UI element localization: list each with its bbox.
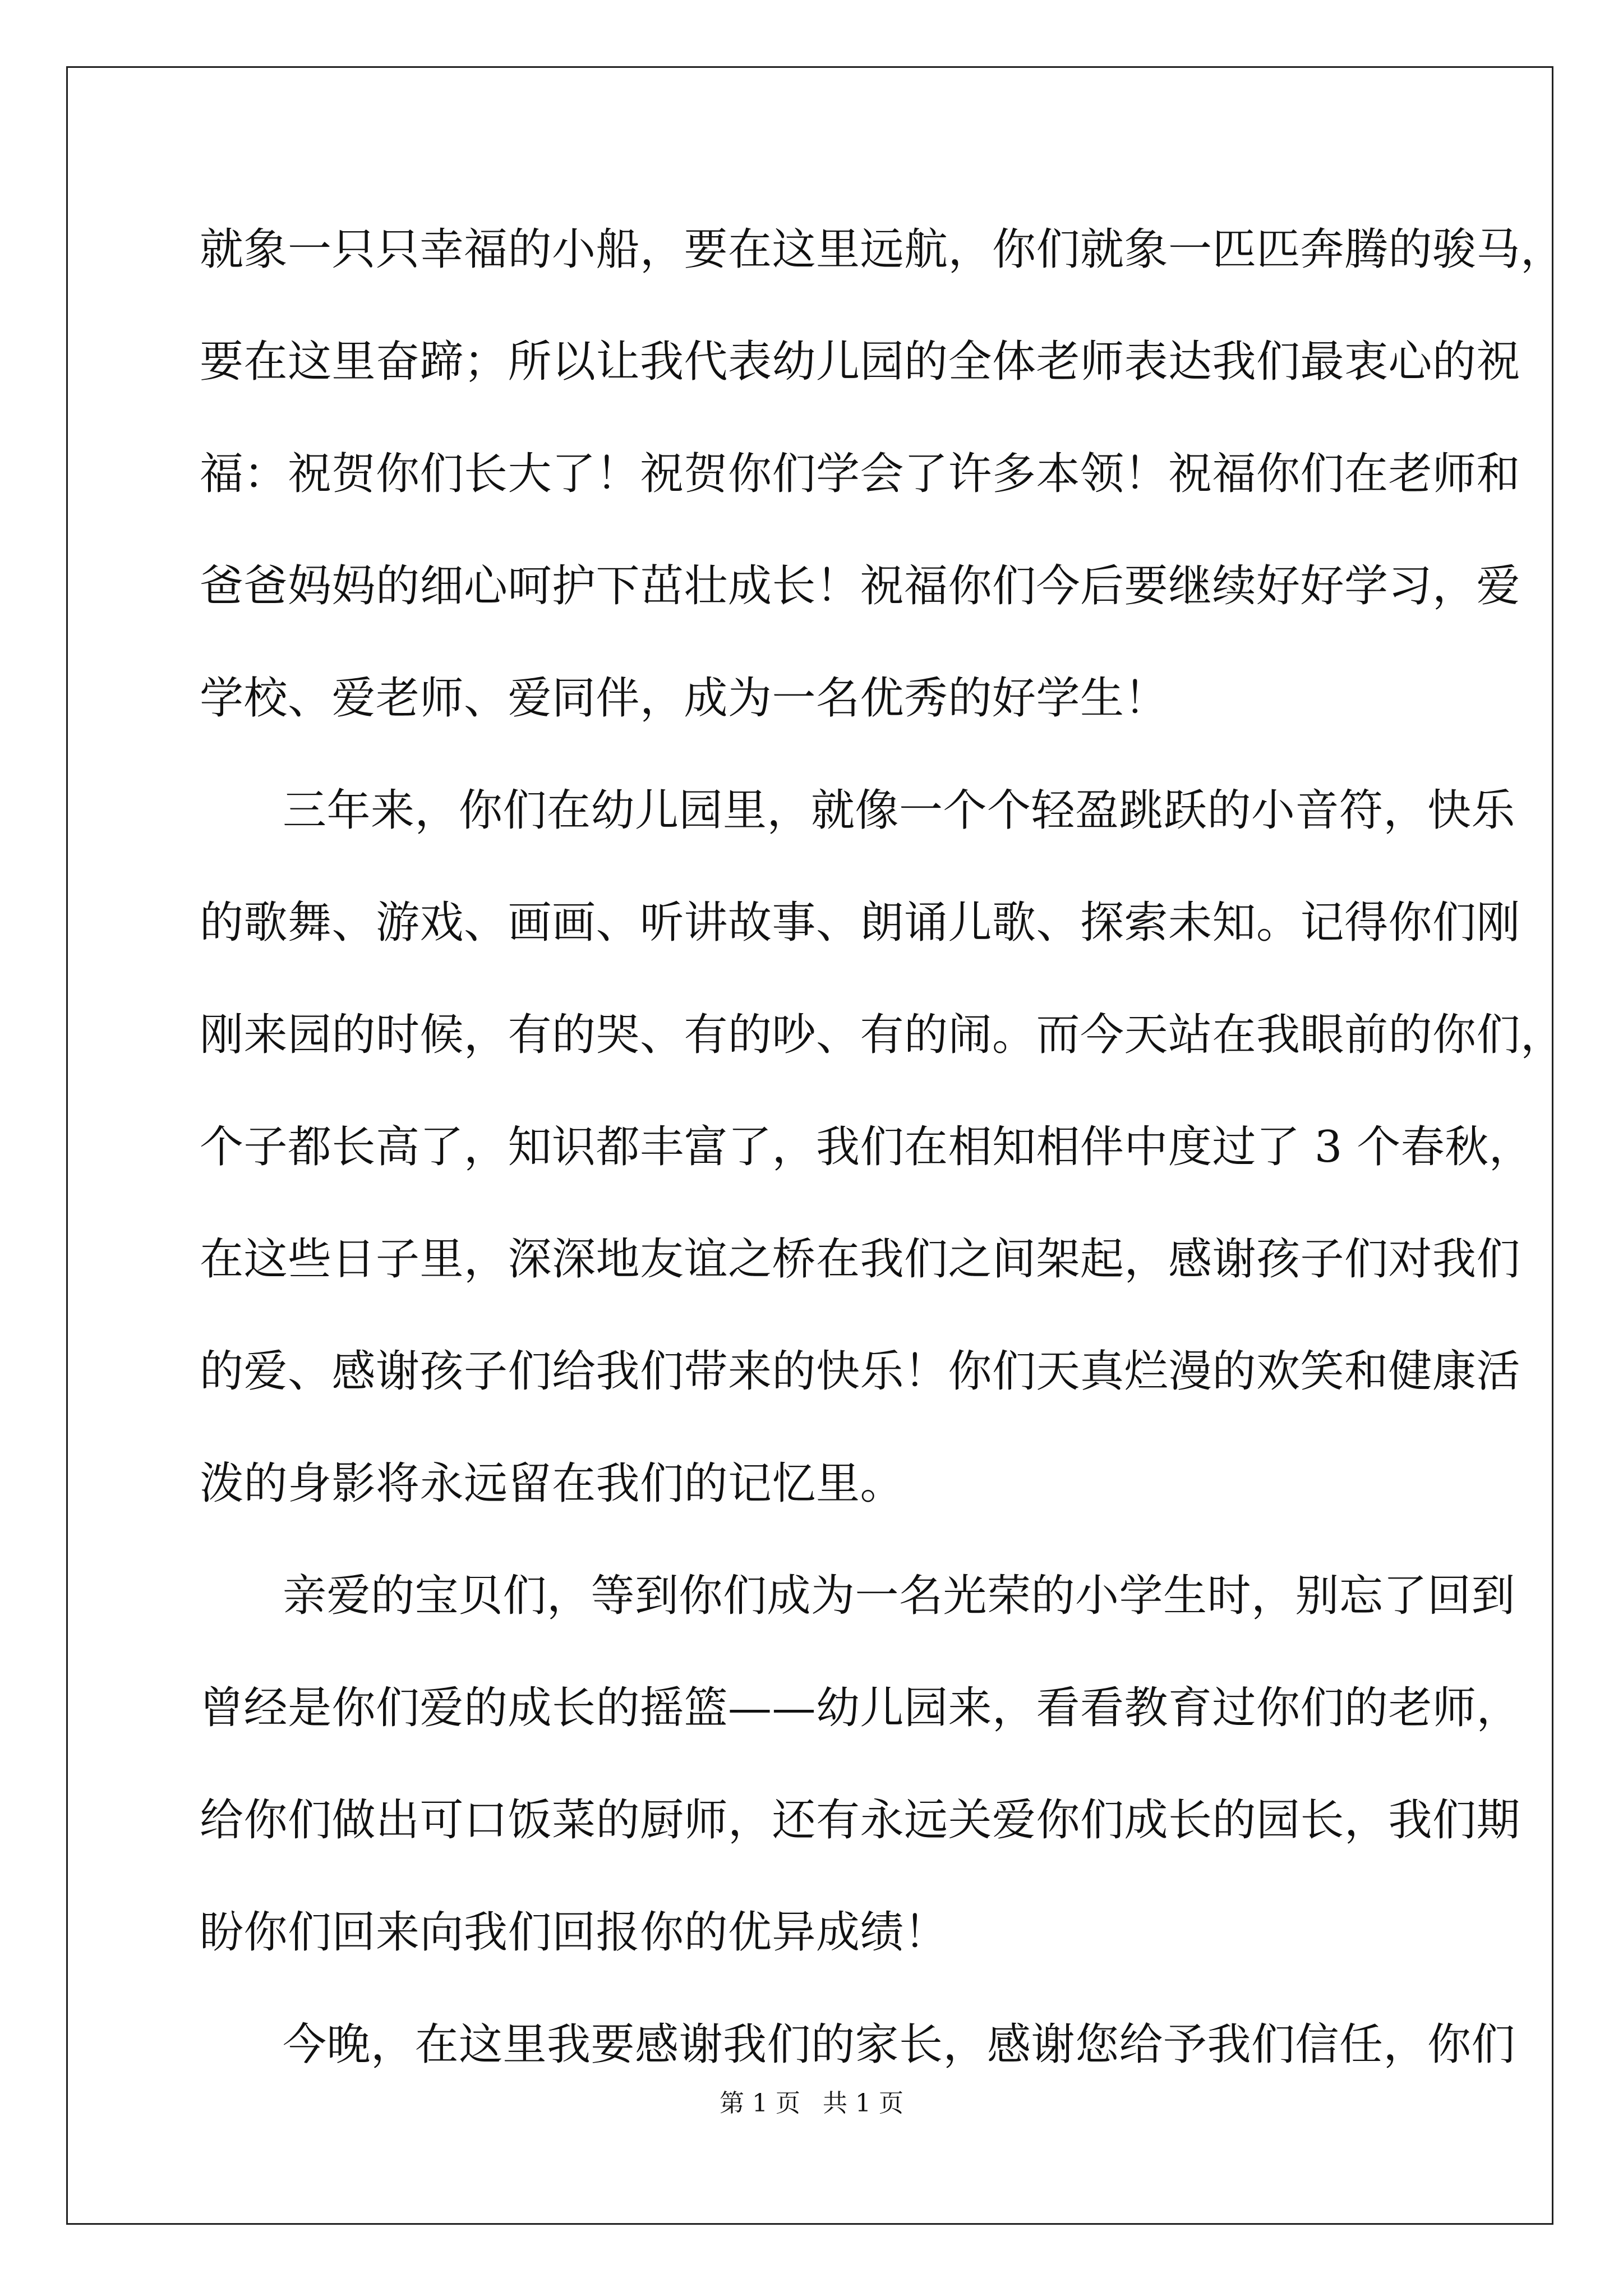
document-body [200, 194, 1565, 2101]
text-line: 在这些日子里，深深地友谊之桥在我们之间架起，感谢孩子们对我们 [200, 1234, 1521, 1285]
text-line: 爸爸妈妈的细心呵护下茁壮成长！祝福你们今后要继续好好学习，爱 [200, 561, 1521, 611]
text-line: 刚来园的时候，有的哭、有的吵、有的闹。而今天站在我眼前的你们， [200, 1010, 1565, 1060]
text-line: 就象一只只幸福的小船，要在这里远航，你们就象一匹匹奔腾的骏马， [200, 224, 1565, 275]
text-line: 学校、爱老师、爱同伴，成为一名优秀的好学生！ [200, 673, 1169, 724]
page-number-total: 共 1 页 [823, 2089, 903, 2118]
page-number-current: 第 1 页 [720, 2089, 800, 2118]
text-line: 泼的身影将永远留在我们的记忆里。 [200, 1458, 905, 1509]
text-line: 的爱、感谢孩子们给我们带来的快乐！你们天真烂漫的欢笑和健康活 [200, 1346, 1521, 1397]
text-line: 福：祝贺你们长大了！祝贺你们学会了许多本领！祝福你们在老师和 [200, 449, 1521, 499]
text-line: 盼你们回来向我们回报你的优异成绩！ [200, 1907, 948, 1958]
text-line: 给你们做出可口饭菜的厨师，还有永远关爱你们成长的园长，我们期 [200, 1795, 1521, 1846]
text-line: 个子都长高了，知识都丰富了，我们在相知相伴中度过了 3 个春秋， [200, 1122, 1533, 1172]
paragraph-first-line: 亲爱的宝贝们，等到你们成为一名光荣的小学生时，别忘了回到 [283, 1571, 1516, 1621]
page-footer [0, 2087, 1623, 2120]
paragraph-first-line: 今晚，在这里我要感谢我们的家长，感谢您给予我们信任，你们 [283, 2019, 1516, 2070]
text-line: 曾经是你们爱的成长的摇篮——幼儿园来，看看教育过你们的老师， [200, 1683, 1521, 1733]
paragraph-first-line: 三年来，你们在幼儿园里，就像一个个轻盈跳跃的小音符，快乐 [283, 785, 1516, 836]
text-line: 的歌舞、游戏、画画、听讲故事、朗诵儿歌、探索未知。记得你们刚 [200, 898, 1521, 948]
text-line: 要在这里奋蹄；所以让我代表幼儿园的全体老师表达我们最衷心的祝 [200, 337, 1521, 387]
